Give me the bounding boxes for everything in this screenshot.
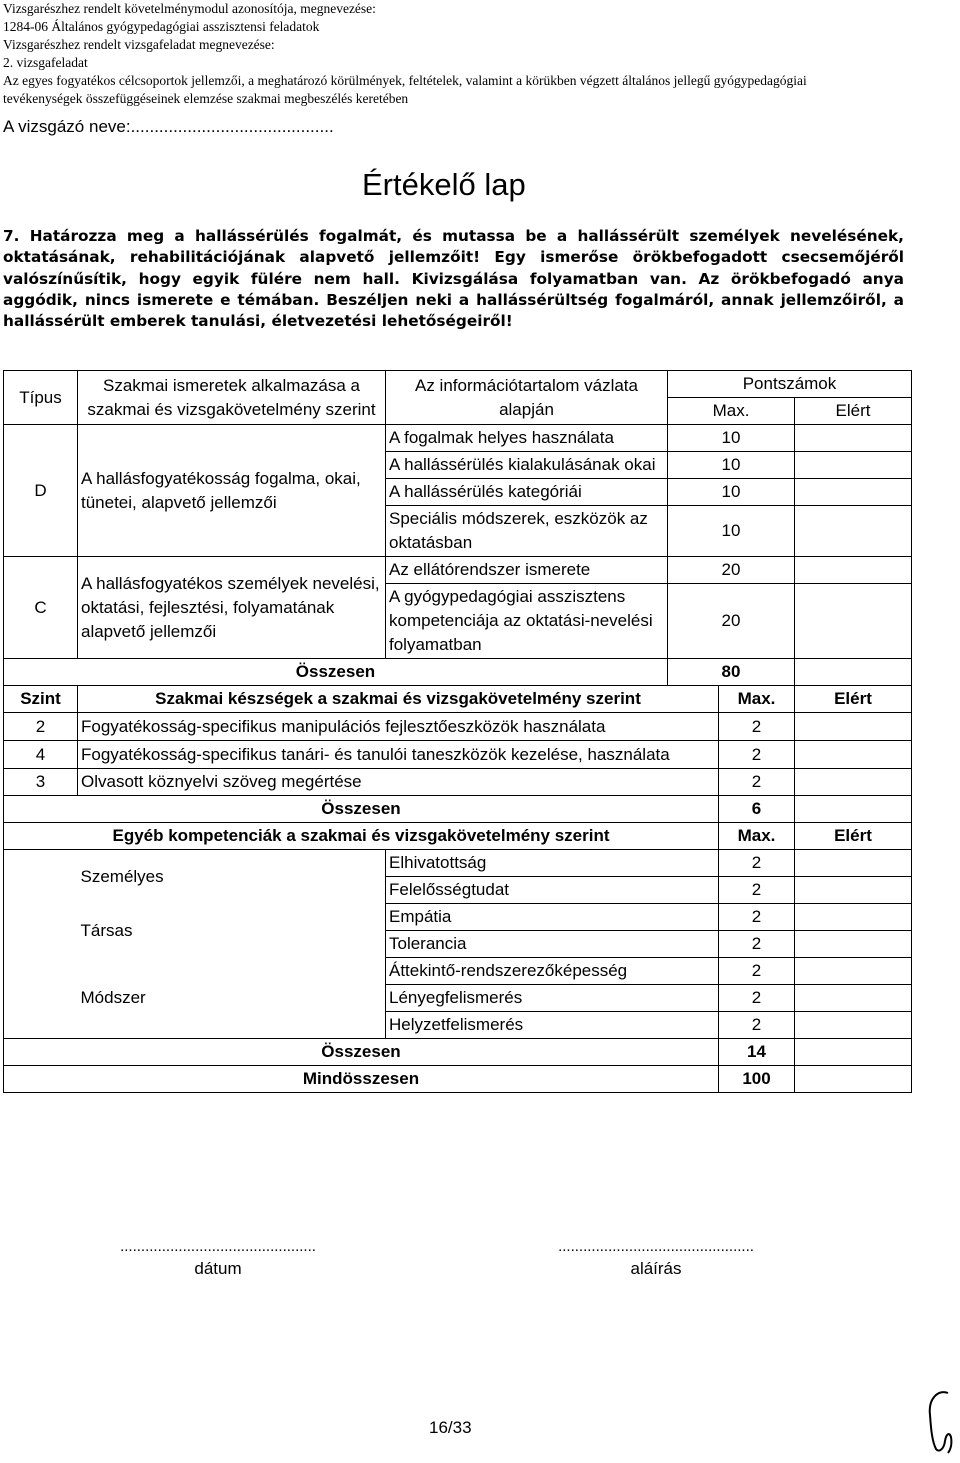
col-header-max: Max. <box>668 398 795 425</box>
max-points: 2 <box>719 850 795 877</box>
total-value: 14 <box>719 1039 795 1066</box>
empty-cell <box>4 931 78 958</box>
max-points: 2 <box>719 877 795 904</box>
achieved-cell[interactable] <box>795 659 912 686</box>
level-cell: 2 <box>4 713 78 741</box>
competency-item: Felelősségtudat <box>386 877 719 904</box>
examinee-name-field: A vizsgázó neve:........................................... <box>3 117 334 136</box>
col-header-achieved: Elért <box>795 686 912 713</box>
date-label: dátum <box>194 1259 242 1278</box>
max-points: 2 <box>719 1012 795 1039</box>
achieved-cell[interactable] <box>795 1012 912 1039</box>
max-points: 2 <box>719 985 795 1012</box>
skills-header-row <box>4 686 912 713</box>
competency-item: Áttekintő-rendszerezőképesség <box>386 958 719 985</box>
outline-item: A fogalmak helyes használata <box>386 425 668 452</box>
empty-cell <box>4 850 78 877</box>
scoring-table <box>3 370 912 1093</box>
col-header-max: Max. <box>719 823 795 850</box>
page-title: Értékelő lap <box>362 167 526 202</box>
col-header-knowledge: Szakmai ismeretek alkalmazása a szakmai és vizsgakövetelmény szerint <box>78 371 386 425</box>
achieved-cell[interactable] <box>795 850 912 877</box>
knowledge-cell: A hallásfogyatékos személyek nevelési, oktatási, fejlesztési, folyamatának alapvető jellemzői <box>78 557 386 659</box>
signature-block <box>521 1238 791 1279</box>
header-line-4: 2. vizsgafeladat <box>3 55 88 70</box>
table-row <box>4 713 912 741</box>
table-row <box>4 425 912 452</box>
competency-group: Személyes <box>78 850 386 904</box>
col-header-type: Típus <box>4 371 78 425</box>
col-header-achieved: Elért <box>795 823 912 850</box>
level-cell: 3 <box>4 769 78 796</box>
table-row <box>4 904 912 931</box>
table-row <box>4 769 912 796</box>
outline-item: Az ellátórendszer ismerete <box>386 557 668 584</box>
date-signature-block <box>83 1238 353 1279</box>
total-value: 6 <box>719 796 795 823</box>
empty-cell <box>4 958 78 985</box>
achieved-cell[interactable] <box>795 985 912 1012</box>
table-row <box>4 741 912 769</box>
header-line-3: Vizsgarészhez rendelt vizsgafeladat megnevezése: <box>3 37 275 52</box>
total-label: Összesen <box>4 796 719 823</box>
page-number: 16/33 <box>429 1418 472 1437</box>
total-row <box>4 1039 912 1066</box>
empty-cell <box>4 904 78 931</box>
max-points: 2 <box>719 931 795 958</box>
total-row <box>4 796 912 823</box>
type-cell: C <box>4 557 78 659</box>
knowledge-cell: A hallásfogyatékosság fogalma, okai, tünetei, alapvető jellemzői <box>78 425 386 557</box>
achieved-cell[interactable] <box>795 425 912 452</box>
max-points: 2 <box>719 713 795 741</box>
max-points: 10 <box>668 506 795 557</box>
empty-cell <box>4 877 78 904</box>
table-row <box>4 557 912 584</box>
achieved-cell[interactable] <box>795 931 912 958</box>
total-value: 80 <box>668 659 795 686</box>
signature-label: aláírás <box>630 1259 682 1278</box>
max-points: 20 <box>668 557 795 584</box>
achieved-cell[interactable] <box>795 506 912 557</box>
skill-text: Olvasott köznyelvi szöveg megértése <box>78 769 719 796</box>
other-header-row <box>4 823 912 850</box>
col-header-level: Szint <box>4 686 78 713</box>
total-label: Összesen <box>4 659 668 686</box>
date-dots: ............................................... <box>120 1238 316 1255</box>
achieved-cell[interactable] <box>795 741 912 769</box>
achieved-cell[interactable] <box>795 796 912 823</box>
competency-item: Helyzetfelismerés <box>386 1012 719 1039</box>
level-cell: 4 <box>4 741 78 769</box>
max-points: 20 <box>668 584 795 659</box>
competency-item: Elhivatottság <box>386 850 719 877</box>
scoring-tables <box>3 370 911 1093</box>
outline-item: Speciális módszerek, eszközök az oktatásban <box>386 506 668 557</box>
page-header <box>3 0 953 108</box>
competency-item: Lényegfelismerés <box>386 985 719 1012</box>
achieved-cell[interactable] <box>795 557 912 584</box>
competency-item: Empátia <box>386 904 719 931</box>
max-points: 2 <box>719 769 795 796</box>
max-points: 10 <box>668 452 795 479</box>
type-cell: D <box>4 425 78 557</box>
achieved-cell[interactable] <box>795 1039 912 1066</box>
header-line-5: Az egyes fogyatékos célcsoportok jellemzői, a meghatározó körülmények, feltételek, valamint a körükben végzett általános jellegű gyógypedagógiai <box>3 73 807 88</box>
empty-cell <box>4 1012 78 1039</box>
header-line-1: Vizsgarészhez rendelt követelménymodul azonosítója, megnevezése: <box>3 1 376 16</box>
achieved-cell[interactable] <box>795 769 912 796</box>
achieved-cell[interactable] <box>795 452 912 479</box>
skill-text: Fogyatékosság-specifikus manipulációs fejlesztőeszközök használata <box>78 713 719 741</box>
max-points: 10 <box>668 479 795 506</box>
col-header-points: Pontszámok <box>668 371 912 398</box>
skill-text: Fogyatékosság-specifikus tanári- és tanulói taneszközök kezelése, használata <box>78 741 719 769</box>
header-line-2: 1284-06 Általános gyógypedagógiai asszisztensi feladatok <box>3 19 320 34</box>
total-label: Összesen <box>4 1039 719 1066</box>
col-header-achieved: Elért <box>795 398 912 425</box>
col-header-skill: Szakmai készségek a szakmai és vizsgakövetelmény szerint <box>78 686 719 713</box>
col-header-outline: Az információtartalom vázlata alapján <box>386 371 668 425</box>
achieved-cell[interactable] <box>795 479 912 506</box>
signature-dots: ............................................... <box>558 1238 754 1255</box>
grand-total-row <box>4 1066 912 1093</box>
competency-item: Tolerancia <box>386 931 719 958</box>
outline-item: A gyógypedagógiai asszisztens kompetenciája az oktatási-nevelési folyamatban <box>386 584 668 659</box>
achieved-cell[interactable] <box>795 877 912 904</box>
grand-total-value: 100 <box>719 1066 795 1093</box>
empty-cell <box>4 985 78 1012</box>
col-header-max: Max. <box>719 686 795 713</box>
max-points: 2 <box>719 741 795 769</box>
initials-mark-icon <box>918 1385 956 1457</box>
total-row <box>4 659 912 686</box>
outline-item: A hallássérülés kategóriái <box>386 479 668 506</box>
achieved-cell[interactable] <box>795 1066 912 1093</box>
achieved-cell[interactable] <box>795 904 912 931</box>
max-points: 2 <box>719 904 795 931</box>
max-points: 2 <box>719 958 795 985</box>
max-points: 10 <box>668 425 795 452</box>
competency-group: Társas <box>78 904 386 958</box>
outline-item: A hallássérülés kialakulásának okai <box>386 452 668 479</box>
grand-total-label: Mindösszesen <box>4 1066 719 1093</box>
achieved-cell[interactable] <box>795 584 912 659</box>
task-description: 7. Határozza meg a hallássérülés fogalmát, és mutassa be a hallássérült személyek nevelésének, oktatásának, rehabilitációjának alapvető jellemzőit! Egy ismerőse örökbefogadott csecsemőjéről valószínűsítik, hogy egyik fülére nem hall. Kivizsgálása folyamatban van. Az örökbefogadó anya aggódik, nincs ismerete e témában. Beszéljen neki a hallássérültség fogalmáról, annak jellemzőiről, a hallássérült emberek tanulási, életvezetési lehetőségeiről! <box>3 227 904 331</box>
table-row <box>4 958 912 985</box>
competency-group: Módszer <box>78 958 386 1039</box>
header-line-6: tevékenységek összefüggéseinek elemzése szakmai megbeszélés keretében <box>3 91 409 106</box>
achieved-cell[interactable] <box>795 713 912 741</box>
table-row <box>4 850 912 877</box>
achieved-cell[interactable] <box>795 958 912 985</box>
col-header-other: Egyéb kompetenciák a szakmai és vizsgakövetelmény szerint <box>4 823 719 850</box>
